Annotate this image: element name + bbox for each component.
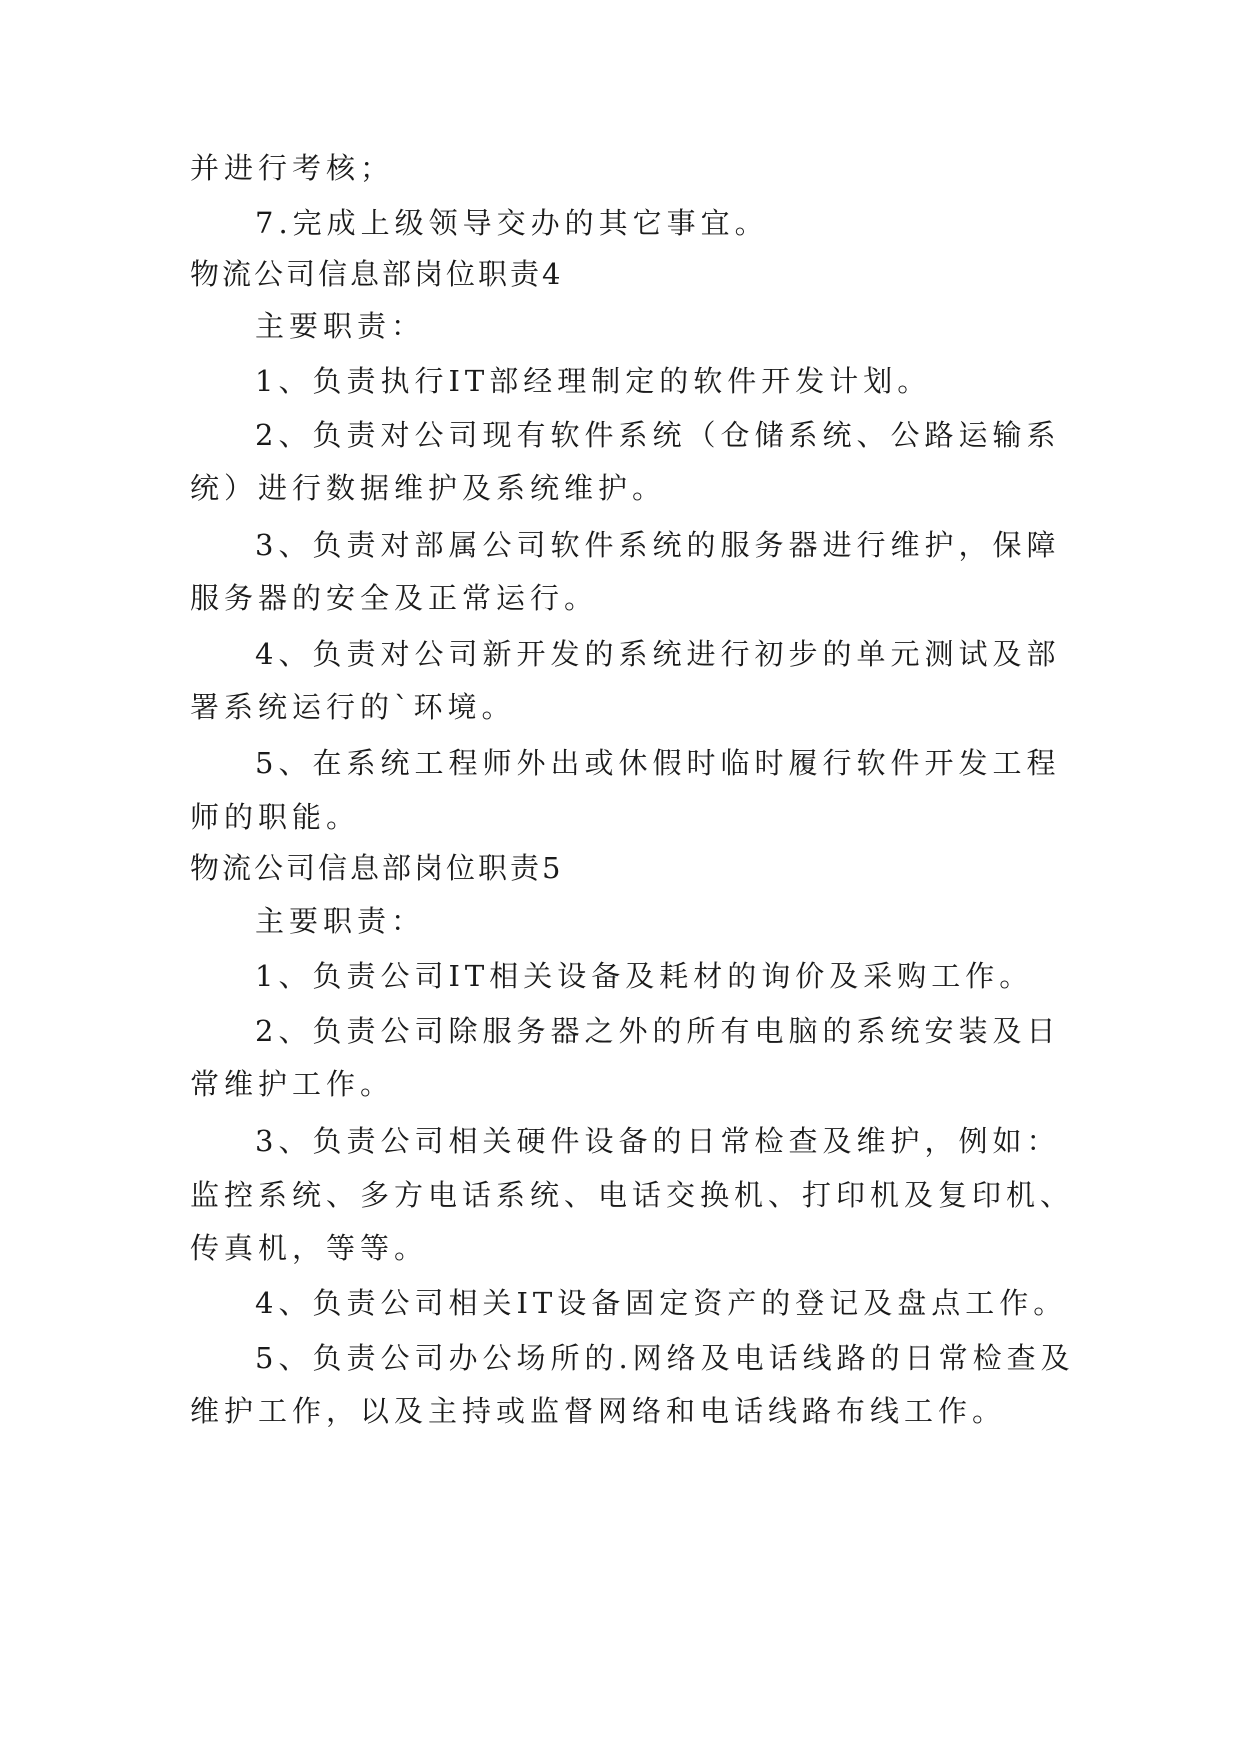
paragraph-line: 2、负责对公司现有软件系统（仓储系统、公路运输系 xyxy=(255,418,1061,452)
paragraph-line: 传真机，等等。 xyxy=(190,1231,429,1265)
paragraph-line: 1、负责公司IT相关设备及耗材的询价及采购工作。 xyxy=(255,959,1034,993)
paragraph-line: 7.完成上级领导交办的其它事宜。 xyxy=(255,206,769,240)
paragraph-line: 常维护工作。 xyxy=(190,1067,395,1101)
paragraph-line: 维护工作，以及主持或监督网络和电话线路布线工作。 xyxy=(190,1394,1007,1428)
paragraph-line: 师的职能。 xyxy=(190,800,361,834)
paragraph-line: 署系统运行的`环境。 xyxy=(190,690,516,724)
paragraph-line: 4、负责对公司新开发的系统进行初步的单元测试及部 xyxy=(255,637,1061,671)
paragraph-line: 并进行考核； xyxy=(190,151,395,185)
section-heading: 物流公司信息部岗位职责5 xyxy=(190,851,564,885)
paragraph-line: 1、负责执行IT部经理制定的软件开发计划。 xyxy=(255,364,932,398)
paragraph-line: 2、负责公司除服务器之外的所有电脑的系统安装及日 xyxy=(255,1014,1061,1048)
paragraph-line: 3、负责对部属公司软件系统的服务器进行维护，保障 xyxy=(255,528,1061,562)
paragraph-line: 监控系统、多方电话系统、电话交换机、打印机及复印机、 xyxy=(190,1178,1075,1212)
paragraph-line: 5、在系统工程师外出或休假时临时履行软件开发工程 xyxy=(255,746,1061,780)
paragraph-line: 4、负责公司相关IT设备固定资产的登记及盘点工作。 xyxy=(255,1286,1068,1320)
paragraph-line: 3、负责公司相关硬件设备的日常检查及维护，例如： xyxy=(255,1124,1061,1158)
section-heading: 物流公司信息部岗位职责4 xyxy=(190,257,564,291)
paragraph-line: 服务器的安全及正常运行。 xyxy=(190,581,599,615)
paragraph-line: 主要职责： xyxy=(255,309,426,343)
paragraph-line: 统）进行数据维护及系统维护。 xyxy=(190,471,667,505)
paragraph-line: 主要职责： xyxy=(255,904,426,938)
paragraph-line: 5、负责公司办公场所的.网络及电话线路的日常检查及 xyxy=(255,1341,1075,1375)
